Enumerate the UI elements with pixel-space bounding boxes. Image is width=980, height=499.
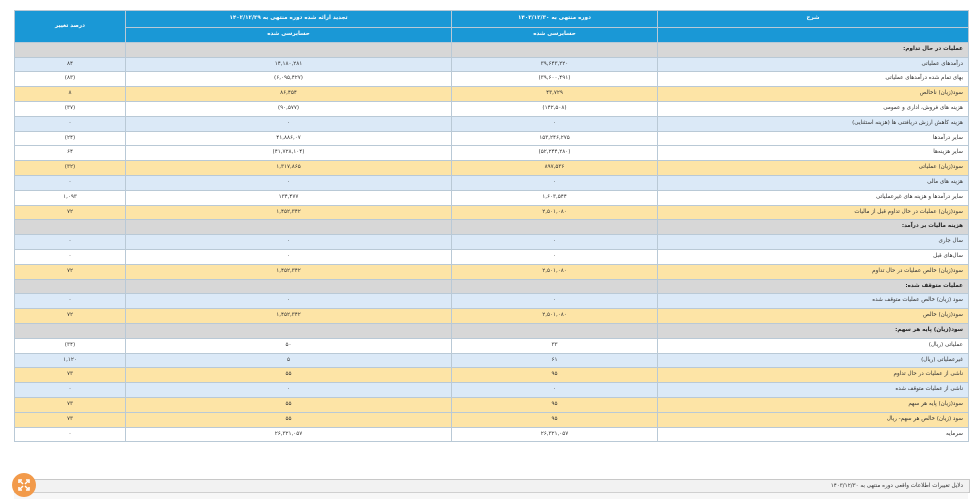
section-title: سود(زیان) پایه هر سهم: (658, 323, 969, 338)
header-current-audited: حسابرسی شده (452, 28, 658, 43)
percent-change: ۸۴ (15, 57, 126, 72)
next-section-bar (14, 492, 968, 499)
section-empty (15, 42, 126, 57)
percent-change: ۸ (15, 87, 126, 102)
current-value: ۰ (452, 294, 658, 309)
previous-value: (۶,۰۹۵,۴۲۷) (126, 72, 452, 87)
previous-value: ۰ (126, 294, 452, 309)
previous-value: ۰ (126, 249, 452, 264)
current-value: ۹۵ (452, 368, 658, 383)
previous-value: ۵۵ (126, 368, 452, 383)
section-empty (126, 323, 452, 338)
previous-value: ۰ (126, 116, 452, 131)
row-label: سود(زیان) خالص عملیات در حال تداوم (658, 264, 969, 279)
section-empty (126, 42, 452, 57)
row-label: سود(زیان) عملیاتی (658, 161, 969, 176)
current-value: ۳۳ (452, 338, 658, 353)
previous-value: ۲۶,۳۲۱,۰۵۷ (126, 427, 452, 442)
income-statement (14, 10, 968, 442)
row-label: سود(زیان) ناخالص (658, 87, 969, 102)
previous-value: ۵۵ (126, 397, 452, 412)
current-value: ۱,۶۰۳,۵۴۴ (452, 190, 658, 205)
percent-change: ۰ (15, 116, 126, 131)
current-value: ۳۹,۶۴۳,۲۲۰ (452, 57, 658, 72)
table-row (15, 338, 969, 353)
row-label: عملیاتی (ریال) (658, 338, 969, 353)
percent-change: (۳۴) (15, 338, 126, 353)
percent-change: (۲۴) (15, 131, 126, 146)
percent-change: ۷۳ (15, 397, 126, 412)
current-value: ۰ (452, 383, 658, 398)
percent-change: (۳۷) (15, 101, 126, 116)
previous-value: ۵۰ (126, 338, 452, 353)
table-row (15, 190, 969, 205)
section-row (15, 42, 969, 57)
percent-change: (۳۲) (15, 161, 126, 176)
previous-value: ۰ (126, 383, 452, 398)
previous-value: ۱۴,۱۸۰,۲۸۱ (126, 57, 452, 72)
row-label: بهای تمام شده درآمدهای عملیاتی (658, 72, 969, 87)
current-value: ۲,۵۰۱,۰۸۰ (452, 205, 658, 220)
current-value: ۹۵ (452, 397, 658, 412)
row-label: سال‌های قبل (658, 249, 969, 264)
row-label: سود(زیان) خالص (658, 309, 969, 324)
current-value: ۹۵ (452, 412, 658, 427)
previous-value: (۴۱,۷۲۸,۱۰۴) (126, 146, 452, 161)
table-row (15, 353, 969, 368)
row-label: غیرعملیاتی (ریال) (658, 353, 969, 368)
expand-icon (18, 479, 30, 491)
row-label: سود(زیان) پایه هر سهم (658, 397, 969, 412)
current-value: ۰ (452, 235, 658, 250)
section-empty (15, 323, 126, 338)
header-previous-period: تجدید ارائه شده دوره منتهی به ۱۴۰۲/۱۲/۲۹ (126, 11, 452, 28)
header-description-sub (658, 28, 969, 43)
table-row (15, 101, 969, 116)
current-value: ۲۶,۳۲۱,۰۵۷ (452, 427, 658, 442)
table-row (15, 72, 969, 87)
table-row (15, 427, 969, 442)
previous-value: ۸۶,۴۵۴ (126, 87, 452, 102)
previous-value: (۹۰,۵۷۷) (126, 101, 452, 116)
table-row (15, 383, 969, 398)
current-value: ۶۱ (452, 353, 658, 368)
current-value: ۴۳,۷۲۹ (452, 87, 658, 102)
percent-change: ۰ (15, 294, 126, 309)
row-label: سرمایه (658, 427, 969, 442)
percent-change: ۱,۱۲۰ (15, 353, 126, 368)
section-title: هزینه مالیات بر درآمد: (658, 220, 969, 235)
table-row (15, 235, 969, 250)
previous-value: ۰ (126, 235, 452, 250)
percent-change: (۸۳) (15, 72, 126, 87)
table-row (15, 294, 969, 309)
expand-button[interactable] (12, 473, 36, 497)
table-row (15, 57, 969, 72)
percent-change: ۷۲ (15, 264, 126, 279)
row-label: سایر درآمدها (658, 131, 969, 146)
row-label: سود (زیان) خالص هر سهم- ریال (658, 412, 969, 427)
table-row (15, 264, 969, 279)
table-row (15, 161, 969, 176)
previous-value: ۴۱,۸۸۶,۰۷ (126, 131, 452, 146)
header-previous-audited: حسابرسی شده (126, 28, 452, 43)
percent-change: ۰ (15, 383, 126, 398)
row-label: هزینه کاهش ارزش دریافتنی ها (هزینه استثنایی) (658, 116, 969, 131)
table-row (15, 249, 969, 264)
table-row (15, 368, 969, 383)
current-value: (۳۹,۶۰۰,۴۹۱) (452, 72, 658, 87)
previous-value: ۱۳۴,۴۷۷ (126, 190, 452, 205)
percent-change: ۰ (15, 175, 126, 190)
previous-value: ۱,۴۵۲,۳۴۲ (126, 264, 452, 279)
row-label: سود(زیان) عملیات در حال تداوم قبل از مالیات (658, 205, 969, 220)
current-value: ۰ (452, 116, 658, 131)
percent-change: ۷۲ (15, 205, 126, 220)
percent-change: ۶۴ (15, 146, 126, 161)
section-row (15, 220, 969, 235)
income-statement-table (14, 10, 969, 442)
percent-change: ۰ (15, 249, 126, 264)
section-title: عملیات متوقف شده: (658, 279, 969, 294)
changes-reason-bar[interactable] (14, 479, 970, 493)
table-row (15, 309, 969, 324)
section-empty (15, 220, 126, 235)
section-empty (452, 323, 658, 338)
section-empty (452, 42, 658, 57)
section-empty (15, 279, 126, 294)
header-description: شرح (658, 11, 969, 28)
current-value: ۲,۵۰۱,۰۸۰ (452, 309, 658, 324)
row-label: سایر درآمدها و هزینه های غیرعملیاتی (658, 190, 969, 205)
previous-value: ۰ (126, 175, 452, 190)
header-current-period: دوره منتهی به ۱۴۰۳/۱۲/۳۰ (452, 11, 658, 28)
current-value: ۰ (452, 175, 658, 190)
row-label: سال جاری (658, 235, 969, 250)
table-row (15, 175, 969, 190)
table-row (15, 87, 969, 102)
section-title: عملیات در حال تداوم: (658, 42, 969, 57)
table-row (15, 397, 969, 412)
section-empty (126, 220, 452, 235)
section-empty (452, 279, 658, 294)
row-label: سود (زیان) خالص عملیات متوقف شده (658, 294, 969, 309)
percent-change: ۷۳ (15, 412, 126, 427)
previous-value: ۱,۳۱۷,۸۶۵ (126, 161, 452, 176)
table-row (15, 205, 969, 220)
current-value: ۲,۵۰۱,۰۸۰ (452, 264, 658, 279)
current-value: ۰ (452, 249, 658, 264)
table-row (15, 412, 969, 427)
section-row (15, 279, 969, 294)
section-row (15, 323, 969, 338)
row-label: درآمدهای عملیاتی (658, 57, 969, 72)
percent-change: ۷۲ (15, 309, 126, 324)
table-row (15, 131, 969, 146)
current-value: ۱۵۳,۲۴۶,۲۷۵ (452, 131, 658, 146)
section-empty (452, 220, 658, 235)
current-value: (۵۲,۲۴۴,۲۸۰) (452, 146, 658, 161)
row-label: هزینه های مالی (658, 175, 969, 190)
previous-value: ۱,۴۵۲,۳۴۲ (126, 309, 452, 324)
row-label: ناشی از عملیات متوقف شده (658, 383, 969, 398)
row-label: سایر هزینه‌ها (658, 146, 969, 161)
changes-reason-text: دلایل تغییرات اطلاعات واقعی دوره منتهی به ۱۴۰۳/۱۲/۳۰ (830, 483, 963, 489)
current-value: ۸۹۷,۵۳۶ (452, 161, 658, 176)
table-row (15, 146, 969, 161)
percent-change: ۰ (15, 427, 126, 442)
previous-value: ۵ (126, 353, 452, 368)
percent-change: ۷۳ (15, 368, 126, 383)
percent-change: ۱,۰۹۳ (15, 190, 126, 205)
previous-value: ۵۵ (126, 412, 452, 427)
previous-value: ۱,۴۵۲,۳۴۲ (126, 205, 452, 220)
percent-change: ۰ (15, 235, 126, 250)
section-empty (126, 279, 452, 294)
row-label: هزینه های فروش، اداری و عمومی (658, 101, 969, 116)
row-label: ناشی از عملیات در حال تداوم (658, 368, 969, 383)
header-percent-change: درصد تغییر (15, 11, 126, 43)
table-row (15, 116, 969, 131)
current-value: (۱۴۲,۵۰۸) (452, 101, 658, 116)
